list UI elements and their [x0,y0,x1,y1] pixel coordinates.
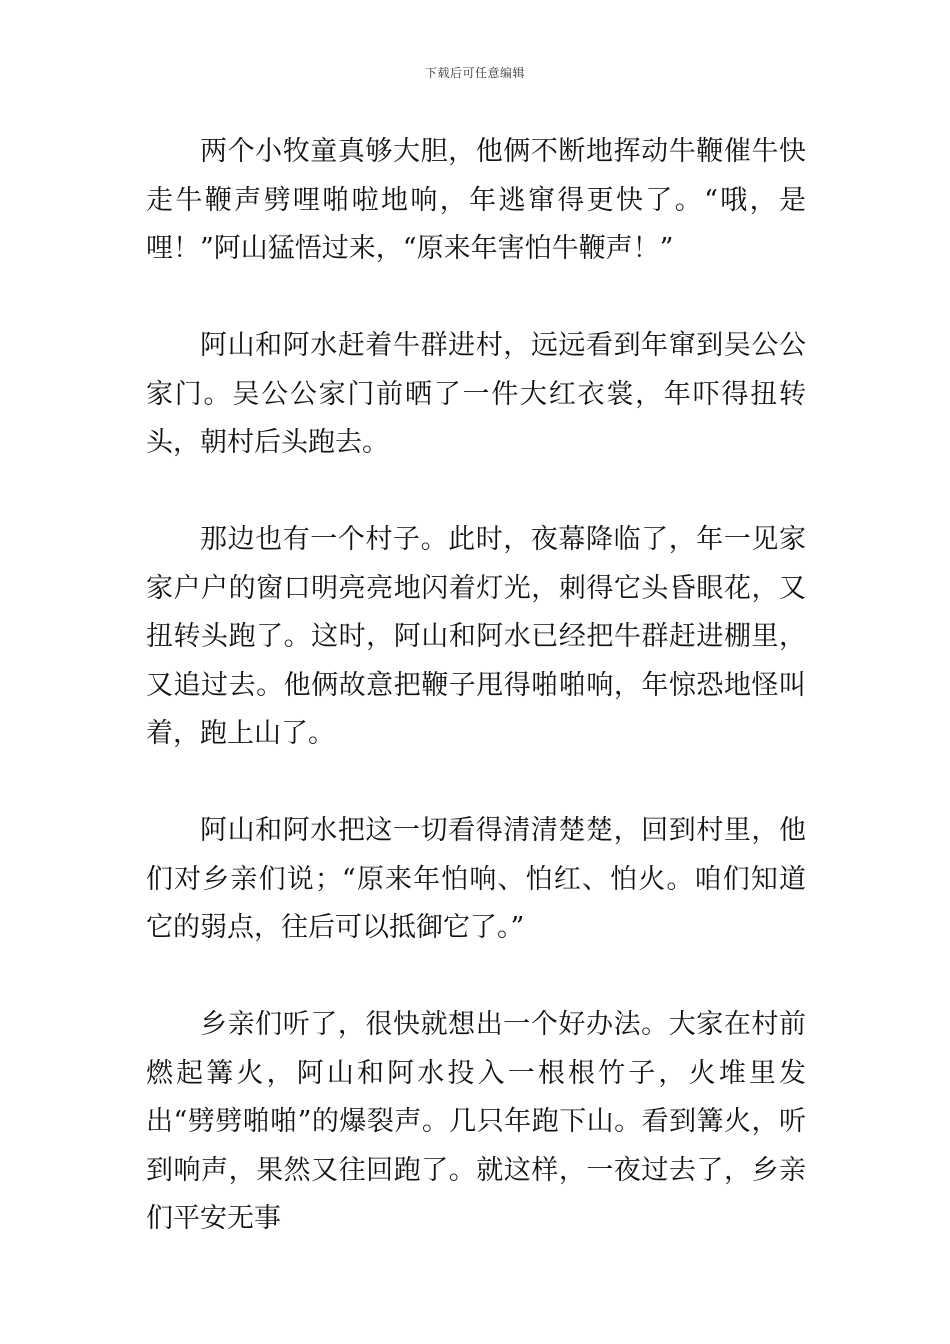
paragraph-2: 阿山和阿水赶着牛群进村，远远看到年窜到吴公公家门。吴公公家门前晒了一件大红衣裳，年吓得扭转头，朝村后头跑去。 [146,330,806,458]
paragraph-3: 那边也有一个村子。此时，夜幕降临了，年一见家家户户的窗口明亮亮地闪着灯光，刺得它头昏眼花，又扭转头跑了。这时，阿山和阿水已经把牛群赶进棚里，又追过去。他俩故意把鞭子甩得啪啪响，年惊恐地怪叫着，跑上山了。 [146,524,806,749]
paragraph-5: 乡亲们听了，很快就想出一个好办法。大家在村前燃起篝火，阿山和阿水投入一根根竹子，火堆里发出“劈劈啪啪”的爆裂声。几只年跑下山。看到篝火，听到响声，果然又往回跑了。就这样，一夜过去了，乡亲们平安无事 [146,1009,806,1234]
document-body [146,128,806,1292]
paragraph-1: 两个小牧童真够大胆，他俩不断地挥动牛鞭催牛快走牛鞭声劈哩啪啦地响，年逃窜得更快了。“哦，是哩！”阿山猛悟过来，“原来年害怕牛鞭声！” [146,136,806,264]
paragraph-4: 阿山和阿水把这一切看得清清楚楚，回到村里，他们对乡亲们说；“原来年怕响、怕红、怕火。咱们知道它的弱点，往后可以抵御它了。” [146,815,806,943]
page-header: 下载后可任意编辑 [424,66,525,80]
